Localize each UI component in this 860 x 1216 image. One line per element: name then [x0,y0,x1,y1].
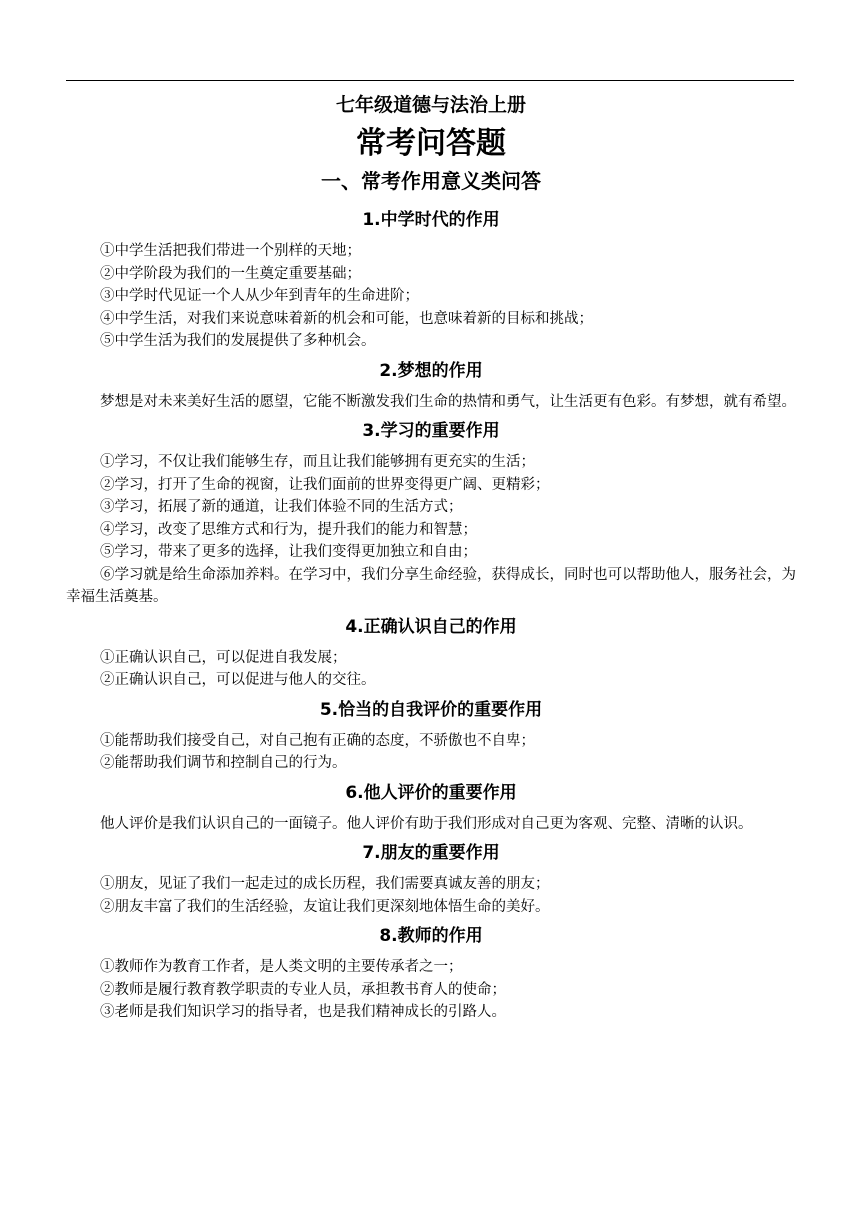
item-line: ③老师是我们知识学习的指导者，也是我们精神成长的引路人。 [100,1004,506,1020]
item-title: 8.教师的作用 [379,926,483,946]
item-middle-school-role [66,208,796,353]
item-title: 5.恰当的自我评价的重要作用 [319,699,543,720]
item-self-knowledge-role [66,615,796,692]
document-body [66,88,796,1030]
item-line: ①朋友，见证了我们一起走过的成长历程，我们需要真诚友善的朋友； [100,876,550,892]
item-paragraph: 梦想是对未来美好生活的愿望，它能不断激发我们生命的热情和勇气，让生活更有色彩。有梦想，就有希望。 [100,393,796,410]
item-title: 2.梦想的作用 [379,360,483,381]
item-title: 1.中学时代的作用 [362,210,500,230]
item-line: ①学习，不仅让我们能够生存，而且让我们能够拥有更充实的生活； [100,454,535,470]
item-line: ①能帮助我们接受自己，对自己抱有正确的态度，不骄傲也不自卑； [100,732,535,749]
item-line: ②教师是履行教育教学职责的专业人员，承担教书育人的使命； [100,981,506,998]
item-title: 6.他人评价的重要作用 [345,782,517,803]
item-line: ②中学阶段为我们的一生奠定重要基础； [100,265,361,282]
section-title: 一、常考作用意义类问答 [321,169,541,193]
item-paragraph: 他人评价是我们认识自己的一面镜子。他人评价有助于我们形成对自己更为客观、完整、清晰的认识。 [100,815,753,832]
item-line: ④中学生活，对我们来说意味着新的机会和可能，也意味着新的目标和挑战； [100,310,593,327]
item-line: ②能帮助我们调节和控制自己的行为。 [100,755,347,771]
item-line: ⑤中学生活为我们的发展提供了多种机会。 [100,333,376,349]
item-teacher-role [66,924,796,1024]
item-line: ④学习，改变了思维方式和行为，提升我们的能力和智慧； [100,521,477,538]
item-self-evaluation-role [66,698,796,775]
header-rule [66,80,794,81]
item-line: ③学习，拓展了新的通道，让我们体验不同的生活方式； [100,499,463,515]
item-line: ②学习，打开了生命的视窗，让我们面前的世界变得更广阔、更精彩； [100,476,550,493]
item-line: ⑤学习，带来了更多的选择，让我们变得更加独立和自由； [100,544,477,560]
item-title: 3.学习的重要作用 [362,421,500,441]
item-title: 7.朋友的重要作用 [362,843,500,863]
item-title: 4.正确认识自己的作用 [345,616,517,637]
item-learning-role [66,419,796,609]
main-title: 常考问答题 [356,126,506,161]
item-dream-role [66,359,796,414]
item-line: ③中学时代见证一个人从少年到青年的生命进阶； [100,288,419,304]
item-friends-role [66,841,796,918]
item-line: ①正确认识自己，可以促进自我发展； [100,649,347,666]
item-line: ①中学生活把我们带进一个别样的天地； [100,243,361,259]
item-paragraph: ⑥学习就是给生命添加养料。在学习中，我们分享生命经验，获得成长，同时也可以帮助他人，服务社会，为幸福生活奠基。 [66,566,796,605]
item-line: ②朋友丰富了我们的生活经验，友谊让我们更深刻地体悟生命的美好。 [100,898,550,915]
item-line: ②正确认识自己，可以促进与他人的交往。 [100,672,376,688]
item-others-evaluation-role [66,781,796,836]
item-line: ①教师作为教育工作者，是人类文明的主要传承者之一； [100,959,463,975]
grade-title: 七年级道德与法治上册 [335,94,526,116]
